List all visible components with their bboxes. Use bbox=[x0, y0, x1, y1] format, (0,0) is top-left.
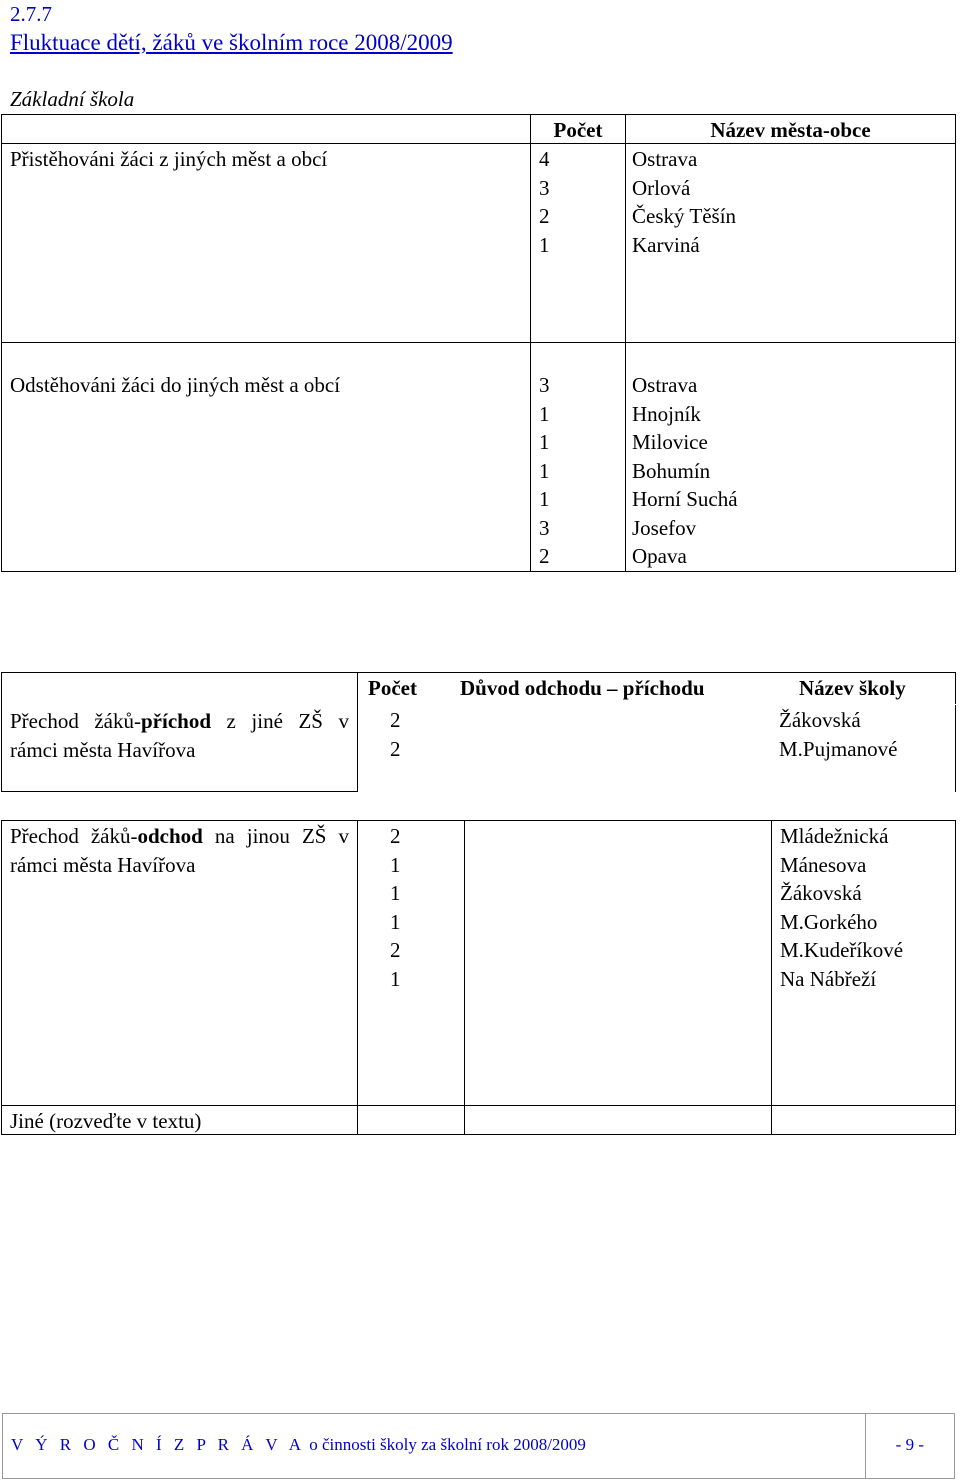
footer-left-cell bbox=[3, 1414, 866, 1478]
table2-header-reason: Důvod odchodu – příchodu bbox=[438, 672, 771, 704]
table2-header-school: Název školy bbox=[771, 672, 956, 704]
table1-row-cities: Ostrava Hnojník Milovice Bohumín Horní Suchá Josefov Opava bbox=[625, 342, 956, 572]
table1-row-counts: 3 1 1 1 1 3 2 bbox=[530, 342, 626, 572]
table2-label-cell: Jiné (rozveďte v textu) bbox=[1, 1105, 358, 1135]
table1-row-cities: Ostrava Orlová Český Těšín Karviná bbox=[625, 143, 956, 343]
label-keyword: příchod bbox=[141, 709, 212, 733]
label-text: Přechod žáků- bbox=[10, 824, 138, 848]
table1-caption: Základní škola bbox=[10, 87, 135, 111]
table2-row-reason bbox=[464, 820, 772, 1106]
table1-header-count: Počet bbox=[530, 114, 626, 144]
footer-subtitle: o činnosti školy za školní rok 2008/2009 bbox=[309, 1435, 586, 1454]
table2-row-counts: 2 1 1 1 2 1 bbox=[357, 820, 465, 1106]
page-number: - 9 - bbox=[895, 1435, 924, 1454]
table1-header-label-cell bbox=[1, 114, 531, 144]
table2-row-schools: Mládežnická Mánesova Žákovská M.Gorkého M.Kudeříkové Na Nábřeží bbox=[771, 820, 956, 1106]
table2-row-counts bbox=[357, 1105, 465, 1135]
footer-text bbox=[11, 1435, 586, 1455]
label-text: na jinou ZŠ v rámci města Havířova bbox=[10, 824, 350, 877]
table2-label-cell bbox=[1, 820, 358, 1106]
page-title: Fluktuace dětí, žáků ve školním roce 2008/2009 bbox=[10, 30, 453, 55]
table2-row-reason bbox=[464, 1105, 772, 1135]
table2-row-reason bbox=[438, 705, 771, 792]
table2-row-counts: 2 2 bbox=[390, 708, 401, 761]
table1-row-label: Přistěhováni žáci z jiných měst a obcí bbox=[1, 143, 531, 343]
label-text: z jiné ZŠ v rámci města Havířova bbox=[10, 709, 349, 762]
table2-row-schools bbox=[771, 1105, 956, 1135]
table2-row-schools: Žákovská M.Pujmanové bbox=[771, 705, 956, 792]
table1-row-label: Odstěhováni žáci do jiných měst a obcí bbox=[1, 342, 531, 572]
table2-header-count: Počet bbox=[358, 672, 438, 704]
table1-header-city: Název města-obce bbox=[625, 114, 956, 144]
table1-row-counts: 4 3 2 1 bbox=[530, 143, 626, 343]
footer-title: V Ý R O Č N Í Z P R Á V A bbox=[11, 1435, 305, 1454]
label-keyword: odchod bbox=[137, 824, 203, 848]
label-text: Přechod žáků- bbox=[10, 709, 141, 733]
page-footer bbox=[2, 1413, 955, 1479]
table2-label-cell bbox=[1, 672, 358, 792]
section-number: 2.7.7 bbox=[10, 2, 52, 26]
